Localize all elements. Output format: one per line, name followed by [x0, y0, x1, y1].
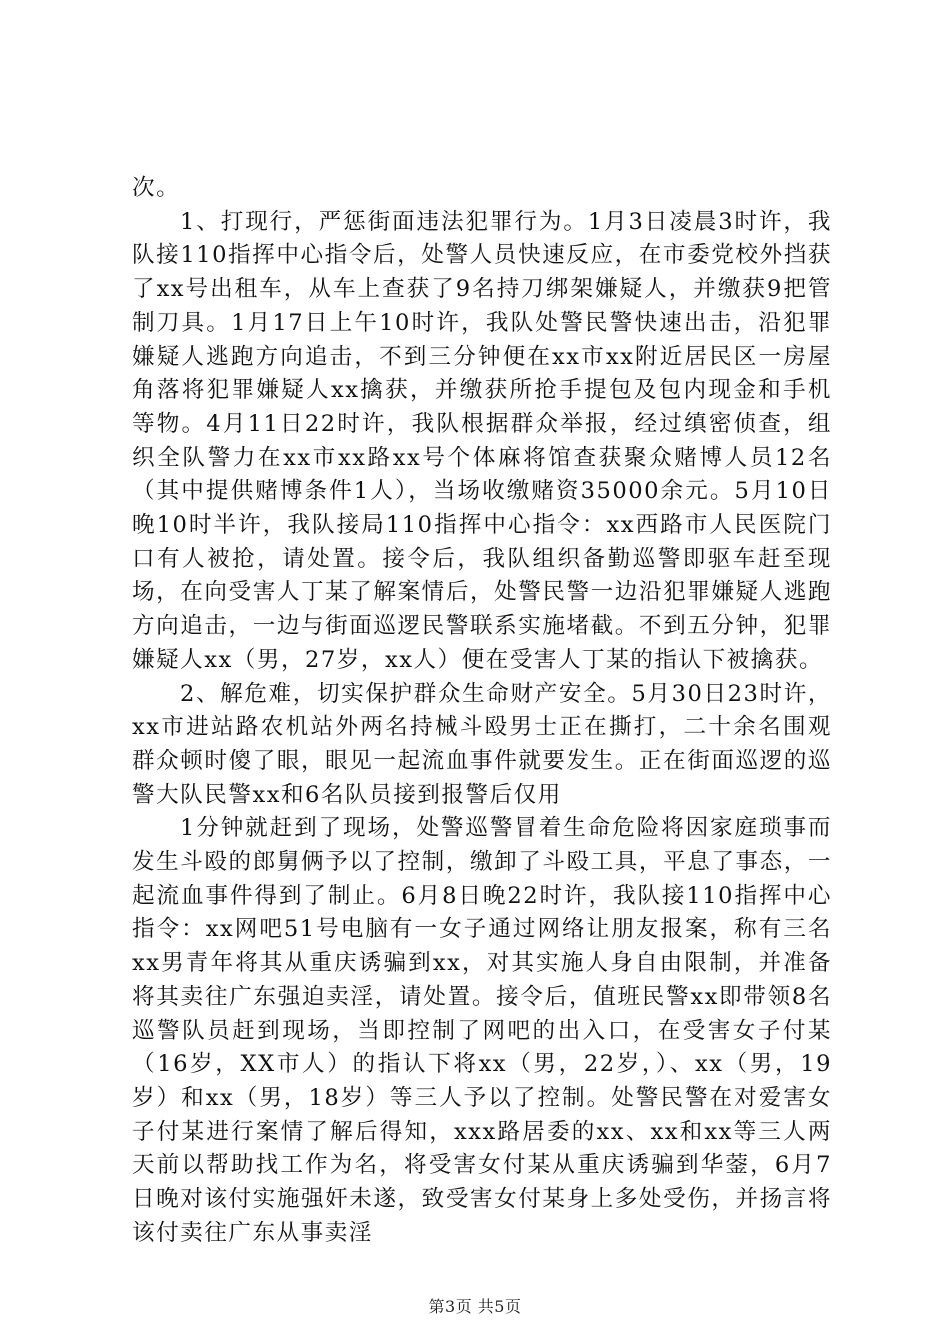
- paragraph-continuation: 次。: [132, 175, 181, 201]
- paragraph-crackdown-street-crime: 1、打现行，严惩街面违法犯罪行为。1月3日凌晨3时许，我队接110指挥中心指令后，处警人员快速反应，在市委党校外挡获了xx号出租车，从车上查获了9名持刀绑架嫌疑人，并缴获9把管制刀具。1月17日上午10时许，我队处警民警快速出击，沿犯罪嫌疑人逃跑方向追击，不到三分钟便在xx市xx附近居民区一房屋角落将犯罪嫌疑人xx擒获，并缴获所抢手提包及包内现金和手机等物。4月11日22时许，我队根据群众举报，经过缜密侦查，组织全队警力在xx市xx路xx号个体麻将馆查获聚众赌博人员12名（其中提供赌博条件1人），当场收缴赌资35000余元。5月10日晚10时半许，我队接局110指挥中心指令：xx西路市人民医院门口有人被抢，请处置。接令后，我队组织备勤巡警即驱车赶至现场，在向受害人丁某了解案情后，处警民警一边沿犯罪嫌疑人逃跑方向追击，一边与街面巡逻民警联系实施堵截。不到五分钟，犯罪嫌疑人xx（男，27岁，xx人）便在受害人丁某的指认下被擒获。: [132, 208, 832, 673]
- paragraph-protect-public-safety: 2、解危难，切实保护群众生命财产安全。5月30日23时许，xx市进站路农机站外两名持械斗殴男士正在撕打，二十余名围观群众顿时傻了眼，眼见一起流血事件就要发生。正在街面巡逻的巡警大队民警xx和6名队员接到报警后仅用: [132, 680, 832, 808]
- document-body: [132, 172, 832, 1251]
- page-number-footer: 第3页 共5页: [428, 1297, 522, 1316]
- paragraph-incident-details: 1分钟就赶到了现场，处警巡警冒着生命危险将因家庭琐事而发生斗殴的郎舅俩予以了控制，缴卸了斗殴工具，平息了事态，一起流血事件得到了制止。6月8日晚22时许，我队接110指挥中心指令：xx网吧51号电脑有一女子通过网络让朋友报案，称有三名xx男青年将其从重庆诱骗到xx，对其实施人身自由限制，并准备将其卖往广东强迫卖淫，请处置。接令后，值班民警xx即带领8名巡警队员赶到现场，当即控制了网吧的出入口，在受害女子付某（16岁，XX市人）的指认下将xx（男，22岁，）、xx（男，19岁）和xx（男，18岁）等三人予以了控制。处警民警在对爱害女子付某进行案情了解后得知，xxx路居委的xx、xx和xx等三人两天前以帮助找工作为名，将受害女付某从重庆诱骗到华蓥，6月7日晚对该付实施强奸未遂，致受害女付某身上多处受伤，并扬言将该付卖往广东从事卖淫: [132, 815, 832, 1246]
